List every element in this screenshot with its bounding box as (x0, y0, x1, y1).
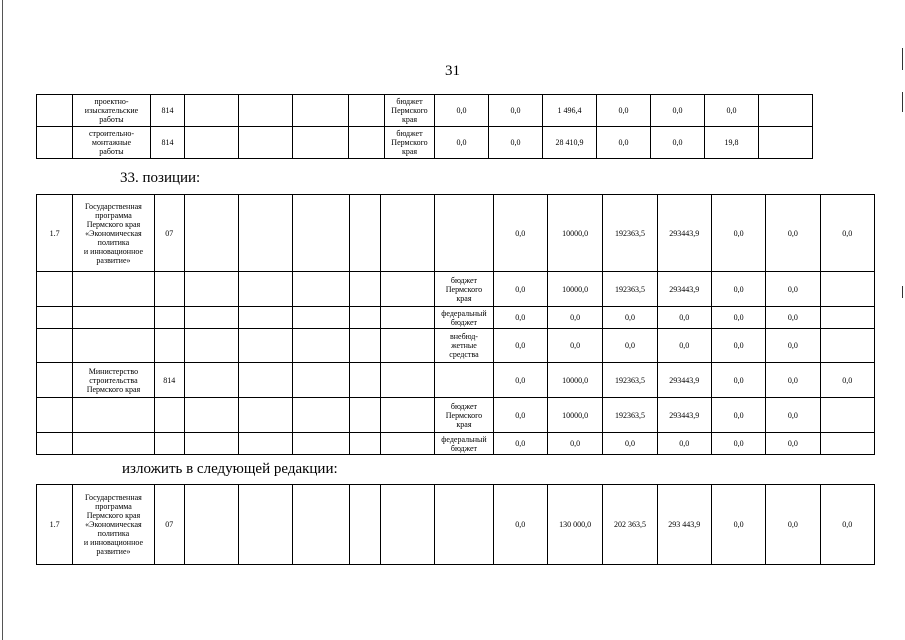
empty-cell (239, 329, 293, 363)
cell-value (820, 272, 874, 307)
empty-cell (239, 363, 293, 398)
cell-value: 0,0 (435, 127, 489, 159)
empty-cell (239, 195, 293, 272)
cell-value: 0,0 (711, 307, 765, 329)
cell-value: 0,0 (766, 272, 820, 307)
cell-value: 0,0 (547, 329, 602, 363)
empty-cell (380, 195, 434, 272)
cell-value: 192363,5 (603, 363, 657, 398)
cell-number: 1.7 (37, 485, 73, 565)
cell-name (73, 329, 154, 363)
empty-cell (380, 363, 434, 398)
cell-code (154, 272, 184, 307)
empty-cell (380, 433, 434, 455)
cell-value: 10000,0 (547, 272, 602, 307)
cell-value: 10000,0 (547, 195, 602, 272)
cell-code: 814 (151, 95, 185, 127)
table-continued (36, 94, 854, 159)
cell-value: 0,0 (711, 363, 765, 398)
cell-source (435, 485, 493, 565)
cell-code (154, 398, 184, 433)
empty-cell (293, 195, 349, 272)
cell-number (37, 272, 73, 307)
cell-value: 192363,5 (603, 272, 657, 307)
cell-number (37, 363, 73, 398)
table-row (37, 433, 875, 455)
cell-value: 0,0 (766, 433, 820, 455)
page-number: 31 (445, 63, 460, 79)
empty-cell (759, 127, 813, 159)
section-heading-positions: 33. позиции: (120, 170, 201, 186)
cell-value (820, 329, 874, 363)
cell-source: бюджет Пермского края (385, 127, 435, 159)
cell-code (154, 433, 184, 455)
cell-name (73, 433, 154, 455)
cell-name: Государственная программа Пермского края «Экономическая политика и инновационное развитие» (73, 485, 154, 565)
cell-value: 0,0 (493, 307, 547, 329)
cell-value: 0,0 (493, 398, 547, 433)
empty-cell (239, 127, 293, 159)
cell-value: 0,0 (547, 433, 602, 455)
cell-value (820, 398, 874, 433)
cell-value: 0,0 (711, 272, 765, 307)
cell-source: федеральный бюджет (435, 307, 493, 329)
cell-name (73, 272, 154, 307)
cell-value: 0,0 (651, 95, 705, 127)
empty-cell (184, 307, 238, 329)
cell-value: 130 000,0 (547, 485, 602, 565)
cell-value: 19,8 (705, 127, 759, 159)
empty-cell (349, 398, 380, 433)
cell-value (820, 307, 874, 329)
cell-value: 0,0 (766, 363, 820, 398)
empty-cell (239, 95, 293, 127)
empty-cell (293, 398, 349, 433)
cell-value: 293443,9 (657, 272, 711, 307)
table-positions (36, 194, 875, 455)
cell-code (154, 307, 184, 329)
cell-value: 0,0 (711, 398, 765, 433)
empty-cell (293, 272, 349, 307)
cell-source: федеральный бюджет (435, 433, 493, 455)
cell-value: 0,0 (597, 95, 651, 127)
cell-value: 0,0 (657, 433, 711, 455)
cell-value: 0,0 (547, 307, 602, 329)
cell-number: 1.7 (37, 195, 73, 272)
cell-value: 0,0 (766, 195, 820, 272)
table-row (37, 127, 854, 159)
cell-source: бюджет Пермского края (385, 95, 435, 127)
cell-code (154, 329, 184, 363)
cell-value: 1 496,4 (543, 95, 597, 127)
empty-cell (184, 485, 238, 565)
cell-value: 0,0 (493, 363, 547, 398)
cell-value: 0,0 (657, 307, 711, 329)
table-row (37, 329, 875, 363)
cell-value: 0,0 (489, 127, 543, 159)
table-row (37, 307, 875, 329)
cell-value: 0,0 (820, 195, 874, 272)
cell-value: 0,0 (766, 307, 820, 329)
cell-value: 0,0 (705, 95, 759, 127)
empty-cell (380, 272, 434, 307)
empty-cell (239, 433, 293, 455)
cell-value: 0,0 (493, 195, 547, 272)
empty-cell (37, 95, 73, 127)
table-row (37, 272, 875, 307)
cell-value: 202 363,5 (603, 485, 657, 565)
empty-cell (380, 307, 434, 329)
scan-right-mark (902, 92, 903, 112)
cell-value: 28 410,9 (543, 127, 597, 159)
cell-code: 07 (154, 195, 184, 272)
empty-cell (293, 363, 349, 398)
cell-source (435, 195, 493, 272)
empty-cell (380, 485, 434, 565)
cell-value: 293443,9 (657, 398, 711, 433)
empty-cell (349, 485, 380, 565)
cell-value: 0,0 (493, 485, 547, 565)
cell-value: 0,0 (766, 398, 820, 433)
empty-cell (349, 127, 385, 159)
cell-source: бюджет Пермского края (435, 272, 493, 307)
empty-cell (239, 485, 293, 565)
cell-value: 10000,0 (547, 363, 602, 398)
cell-value: 0,0 (820, 485, 874, 565)
cell-value: 0,0 (435, 95, 489, 127)
empty-cell (349, 95, 385, 127)
empty-cell (349, 363, 380, 398)
scan-right-mark (902, 286, 903, 298)
cell-value: 0,0 (489, 95, 543, 127)
table-row (37, 363, 875, 398)
empty-cell (349, 195, 380, 272)
empty-cell (349, 433, 380, 455)
empty-cell (293, 95, 349, 127)
cell-value: 0,0 (493, 272, 547, 307)
table-new-edition (36, 484, 875, 565)
empty-cell (293, 485, 349, 565)
cell-code: 07 (154, 485, 184, 565)
cell-value: 0,0 (711, 329, 765, 363)
cell-value: 192363,5 (603, 195, 657, 272)
cell-value: 0,0 (493, 433, 547, 455)
cell-value: 293443,9 (657, 363, 711, 398)
empty-cell (184, 398, 238, 433)
cell-value: 10000,0 (547, 398, 602, 433)
cell-value: 293443,9 (657, 195, 711, 272)
cell-value: 293 443,9 (657, 485, 711, 565)
empty-cell (759, 95, 813, 127)
cell-value: 0,0 (597, 127, 651, 159)
cell-name: проектно- изыскательские работы (73, 95, 151, 127)
cell-value: 0,0 (651, 127, 705, 159)
cell-value: 0,0 (603, 307, 657, 329)
empty-cell (380, 398, 434, 433)
cell-value: 0,0 (820, 363, 874, 398)
cell-value: 0,0 (657, 329, 711, 363)
cell-code: 814 (151, 127, 185, 159)
empty-cell (184, 329, 238, 363)
empty-cell (239, 398, 293, 433)
empty-cell (239, 307, 293, 329)
table-row (37, 398, 875, 433)
cell-name: строительно- монтажные работы (73, 127, 151, 159)
empty-cell (184, 195, 238, 272)
cell-number (37, 329, 73, 363)
cell-name (73, 307, 154, 329)
cell-number (37, 398, 73, 433)
cell-name: Министерство строительства Пермского края (73, 363, 154, 398)
empty-cell (184, 363, 238, 398)
cell-value: 0,0 (603, 433, 657, 455)
empty-cell (349, 329, 380, 363)
cell-value: 0,0 (711, 195, 765, 272)
cell-value: 192363,5 (603, 398, 657, 433)
cell-value: 0,0 (766, 485, 820, 565)
empty-cell (349, 272, 380, 307)
cell-value: 0,0 (711, 485, 765, 565)
cell-number (37, 307, 73, 329)
cell-name (73, 398, 154, 433)
empty-cell (349, 307, 380, 329)
cell-source (435, 363, 493, 398)
empty-cell (184, 272, 238, 307)
table-row (37, 485, 875, 565)
empty-cell (37, 127, 73, 159)
table-row (37, 95, 854, 127)
table-row (37, 195, 875, 272)
empty-cell (293, 307, 349, 329)
empty-cell (293, 329, 349, 363)
cell-value: 0,0 (766, 329, 820, 363)
cell-name: Государственная программа Пермского края «Экономическая политика и инновационное развитие» (73, 195, 154, 272)
empty-cell (185, 127, 239, 159)
empty-cell (239, 272, 293, 307)
cell-value: 0,0 (603, 329, 657, 363)
empty-cell (380, 329, 434, 363)
cell-value: 0,0 (493, 329, 547, 363)
cell-source: бюджет Пермского края (435, 398, 493, 433)
empty-cell (184, 433, 238, 455)
scan-left-edge (2, 0, 3, 640)
cell-code: 814 (154, 363, 184, 398)
empty-cell (293, 433, 349, 455)
cell-value (820, 433, 874, 455)
section-heading-new-edition: изложить в следующей редакции: (122, 461, 338, 477)
empty-cell (185, 95, 239, 127)
empty-cell (293, 127, 349, 159)
cell-number (37, 433, 73, 455)
cell-source: внебюд- жетные средства (435, 329, 493, 363)
cell-value: 0,0 (711, 433, 765, 455)
